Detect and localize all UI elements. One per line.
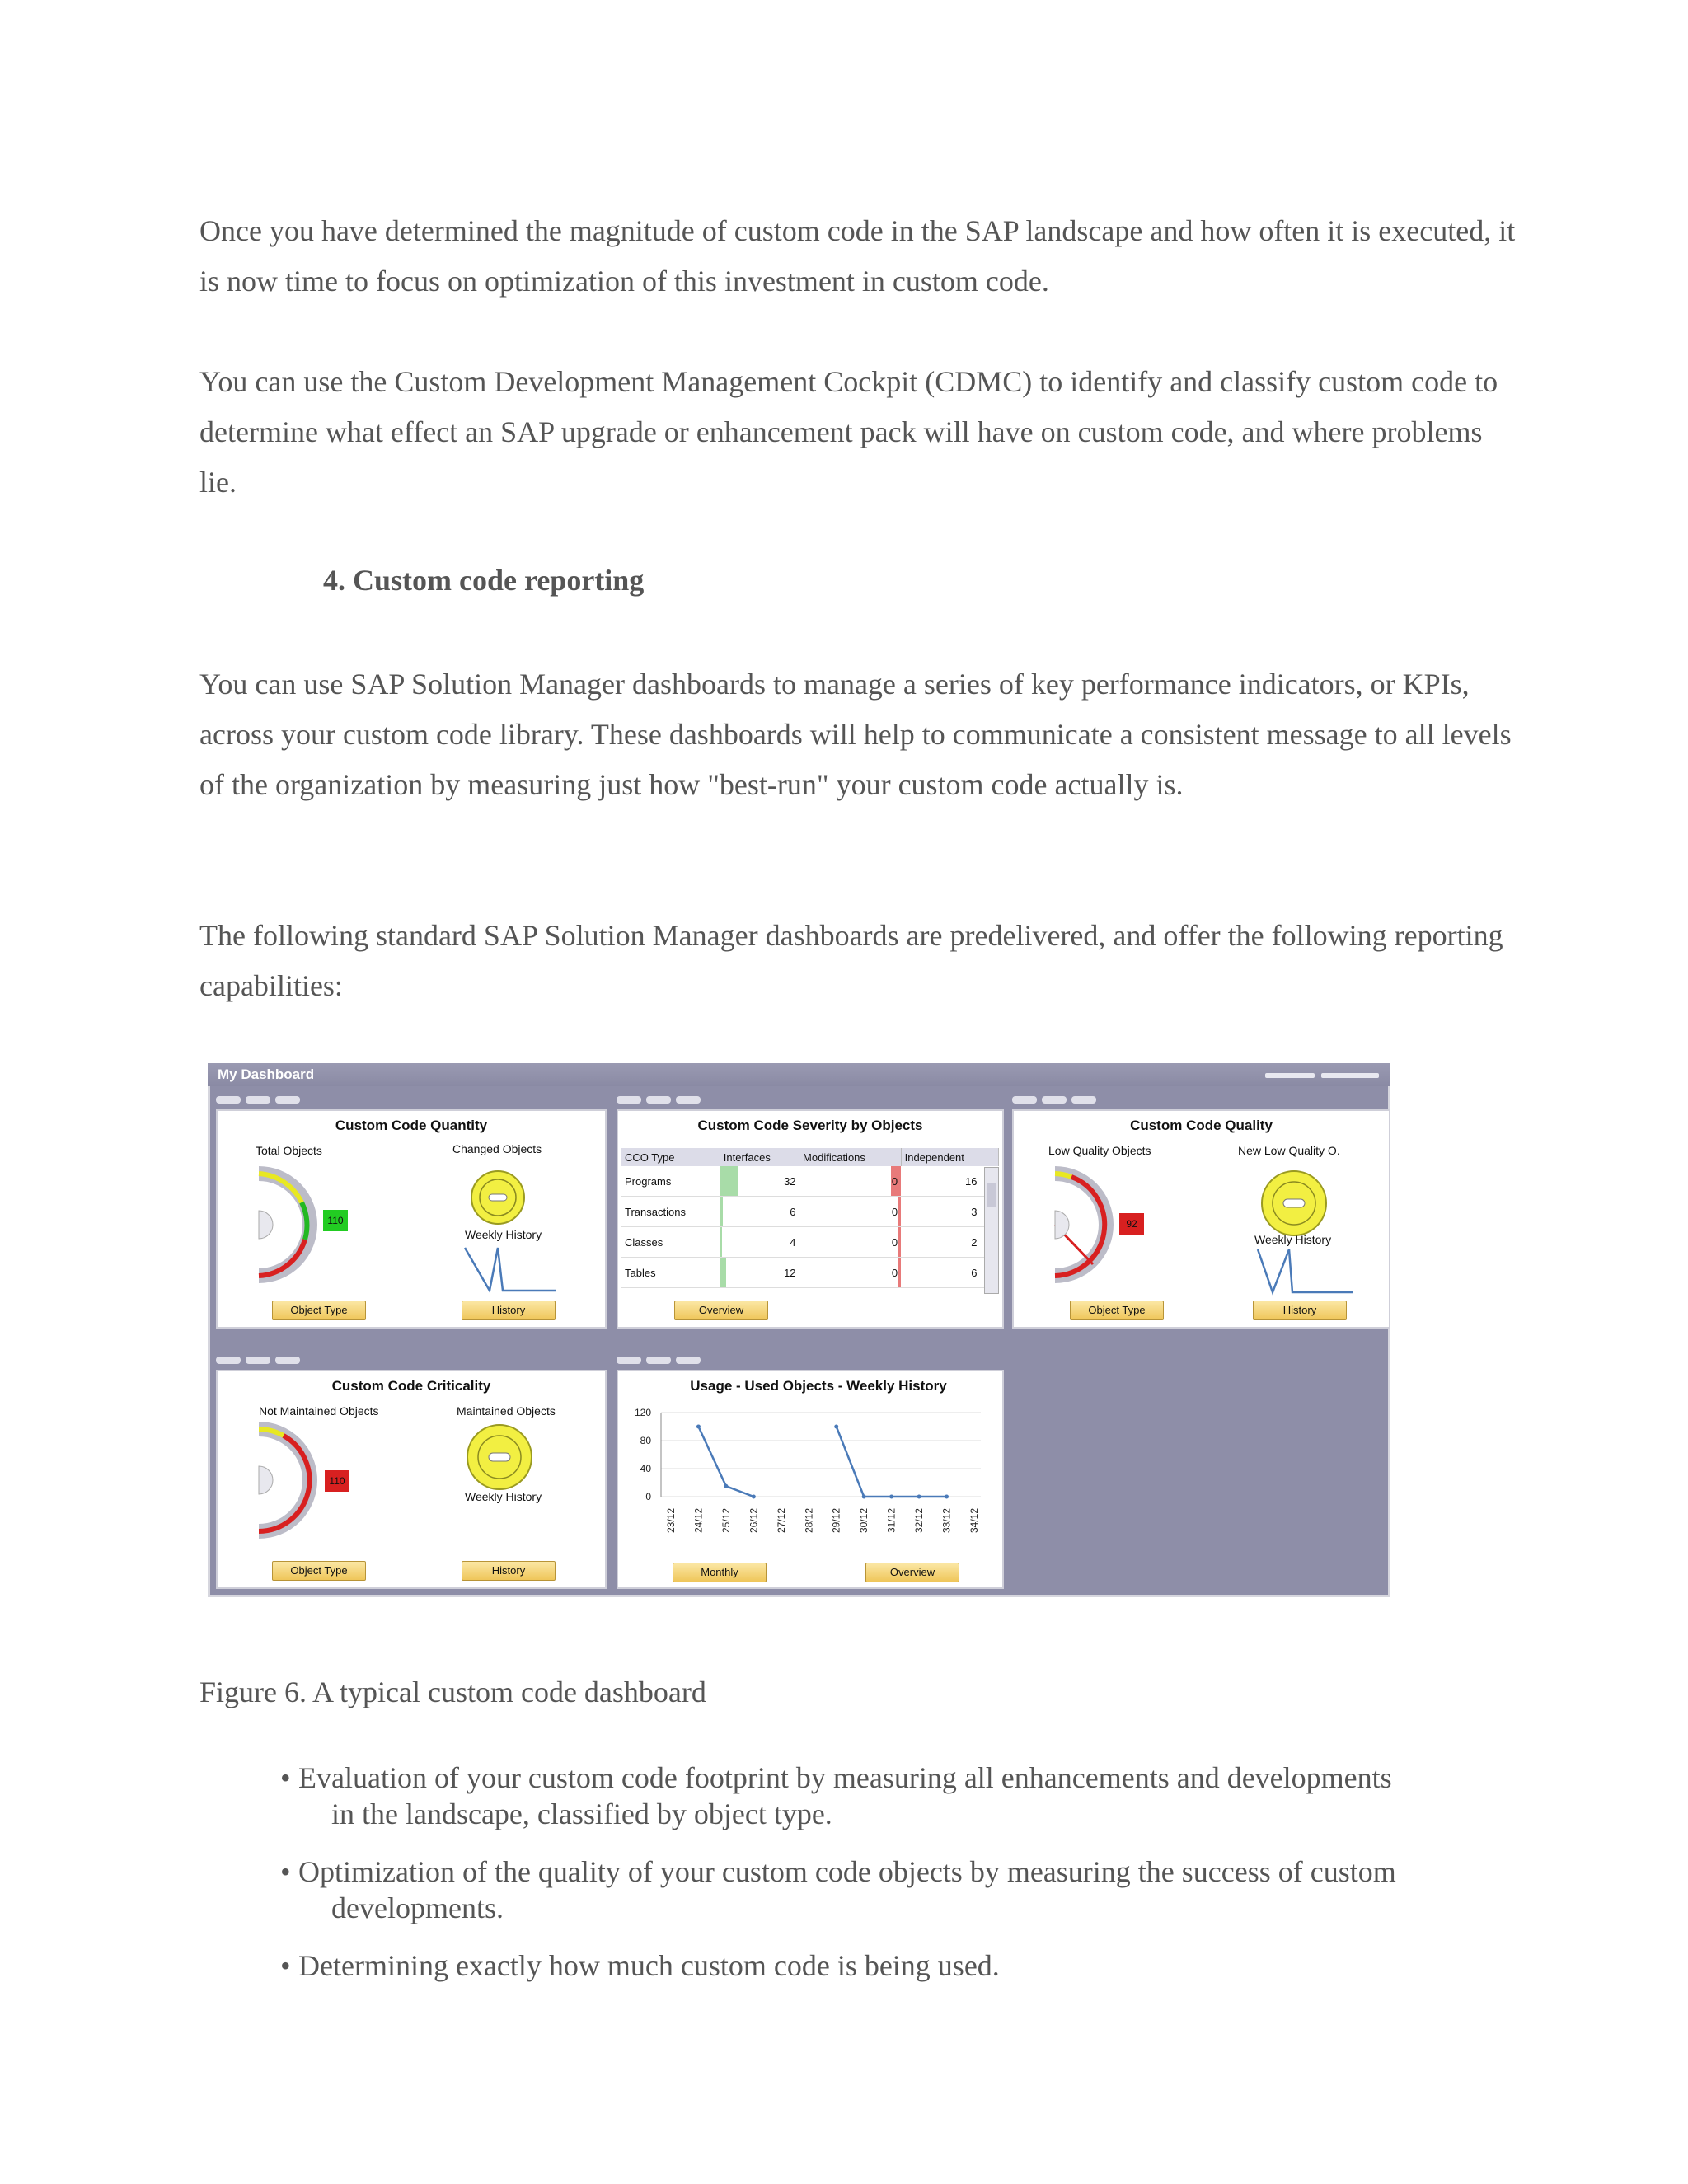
- usage-panel: [617, 1370, 1004, 1589]
- y-tick-label: 0: [645, 1491, 651, 1502]
- cell-modifications: 0: [799, 1197, 902, 1227]
- severity-title: Custom Code Severity by Objects: [697, 1118, 923, 1133]
- capabilities-list: [280, 1760, 1500, 2005]
- section-heading: 4. Custom code reporting: [323, 564, 645, 597]
- list-item: [280, 1854, 1500, 1926]
- overview-button[interactable]: Overview: [865, 1563, 959, 1582]
- dashboard-title: My Dashboard: [218, 1066, 315, 1082]
- y-tick-label: 120: [634, 1407, 651, 1418]
- object-type-button[interactable]: Object Type: [272, 1301, 366, 1320]
- quality-right-label: New Low Quality O.: [1238, 1144, 1340, 1157]
- smiley-icon: [1259, 1169, 1329, 1238]
- y-tick-label: 40: [640, 1463, 651, 1474]
- list-item-line1: Optimization of the quality of your custom code objects by measuring the success of custom: [298, 1855, 1396, 1888]
- table-row: [621, 1227, 999, 1258]
- paragraph-intro: Once you have determined the magnitude of custom code in the SAP landscape and how often it is executed, it is now time to focus on optimization of this investment in custom code.: [199, 214, 1516, 298]
- criticality-panel: [216, 1370, 607, 1589]
- panel-toolbar: [1012, 1093, 1101, 1103]
- smiley-icon: [469, 1169, 527, 1226]
- panel-toolbar: [216, 1093, 305, 1103]
- bullet-icon: •: [280, 1761, 291, 1794]
- x-tick-label: 29/12: [830, 1508, 842, 1534]
- criticality-left-label: Not Maintained Objects: [259, 1404, 379, 1418]
- cell-interfaces: 12: [720, 1258, 799, 1288]
- x-tick-label: 34/12: [968, 1508, 980, 1534]
- severity-table: [621, 1148, 999, 1288]
- panel-toolbar: [216, 1353, 305, 1363]
- x-tick-label: 24/12: [692, 1508, 705, 1534]
- dashboard-figure: [208, 1063, 1390, 1597]
- cell-independent: 16: [901, 1166, 998, 1197]
- cell-modifications: 0: [799, 1227, 902, 1258]
- quality-history-label: Weekly History: [1254, 1233, 1332, 1246]
- list-item-line1: Determining exactly how much custom code is being used.: [298, 1949, 1000, 1982]
- cell-modifications: 0: [799, 1258, 902, 1288]
- usage-title: Usage - Used Objects - Weekly History: [690, 1378, 947, 1394]
- series-line: [837, 1427, 947, 1497]
- cell-interfaces: 32: [720, 1166, 799, 1197]
- cell-independent: 2: [901, 1227, 998, 1258]
- history-sparkline: [457, 1241, 564, 1296]
- overview-button[interactable]: Overview: [674, 1301, 768, 1320]
- list-item-line2: developments.: [331, 1891, 504, 1924]
- table-scrollbar[interactable]: [984, 1167, 999, 1294]
- quantity-history-label: Weekly History: [465, 1228, 542, 1241]
- x-tick-label: 25/12: [720, 1508, 732, 1534]
- quantity-title: Custom Code Quantity: [335, 1118, 488, 1133]
- history-button[interactable]: History: [1253, 1301, 1347, 1320]
- cell-type: Transactions: [621, 1197, 720, 1227]
- cell-modifications: 0: [799, 1166, 902, 1197]
- cell-independent: 3: [901, 1197, 998, 1227]
- severity-panel: [617, 1109, 1004, 1329]
- x-tick-label: 30/12: [858, 1508, 870, 1534]
- paragraph-cdmc: You can use the Custom Development Management Cockpit (CDMC) to identify and classify custom code to determine what effect an SAP upgrade or enhancement pack will have on custom code, and where problems lie.: [199, 365, 1498, 499]
- column-header: CCO Type: [621, 1148, 720, 1166]
- x-tick-label: 27/12: [775, 1508, 787, 1534]
- usage-line-chart: [618, 1371, 1002, 1561]
- x-tick-label: 33/12: [940, 1508, 953, 1534]
- column-header: Independent: [901, 1148, 998, 1166]
- table-row: [621, 1197, 999, 1227]
- quality-value: 92: [1119, 1213, 1144, 1235]
- object-type-button[interactable]: Object Type: [1070, 1301, 1164, 1320]
- x-tick-label: 26/12: [748, 1508, 760, 1534]
- criticality-title: Custom Code Criticality: [331, 1378, 491, 1394]
- list-item: [280, 1947, 1500, 1984]
- bullet-icon: •: [280, 1949, 291, 1982]
- history-sparkline: [1251, 1246, 1358, 1297]
- cell-type: Classes: [621, 1227, 720, 1258]
- criticality-value: 110: [325, 1470, 349, 1492]
- history-button[interactable]: History: [462, 1301, 556, 1320]
- scrollbar-thumb[interactable]: [987, 1183, 996, 1207]
- x-tick-label: 31/12: [885, 1508, 898, 1534]
- quality-title: Custom Code Quality: [1130, 1118, 1273, 1133]
- smiley-icon: [465, 1422, 534, 1492]
- series-line: [698, 1427, 753, 1497]
- column-header: Interfaces: [720, 1148, 799, 1166]
- table-row: [621, 1166, 999, 1197]
- table-header-row: [621, 1148, 999, 1166]
- column-header: Modifications: [799, 1148, 902, 1166]
- bullet-icon: •: [280, 1855, 291, 1888]
- x-tick-label: 23/12: [665, 1508, 677, 1534]
- dashboard-links: [1259, 1068, 1382, 1076]
- paragraph-predelivered: The following standard SAP Solution Manager dashboards are predelivered, and offer the following reporting capabilities:: [199, 919, 1503, 1002]
- panel-toolbar: [617, 1093, 706, 1103]
- paragraph-dashboards: You can use SAP Solution Manager dashboards to manage a series of key performance indicators, or KPIs, across your custom code library. These dashboards will help to communicate a consistent message to all levels of the organization by measuring just how "best-run" your custom code actually is.: [199, 668, 1512, 801]
- cell-type: Programs: [621, 1166, 720, 1197]
- list-item-line2: in the landscape, classified by object type.: [331, 1797, 832, 1830]
- x-tick-label: 32/12: [913, 1508, 926, 1534]
- object-type-button[interactable]: Object Type: [272, 1561, 366, 1581]
- cell-type: Tables: [621, 1258, 720, 1288]
- table-row: [621, 1258, 999, 1288]
- quantity-left-label: Total Objects: [256, 1144, 322, 1157]
- cell-interfaces: 6: [720, 1197, 799, 1227]
- cell-independent: 6: [901, 1258, 998, 1288]
- quantity-panel: [216, 1109, 607, 1329]
- criticality-history-label: Weekly History: [465, 1490, 542, 1503]
- quality-panel: [1012, 1109, 1390, 1329]
- quality-left-label: Low Quality Objects: [1048, 1144, 1151, 1157]
- dashboard-topbar: [208, 1063, 1390, 1086]
- panel-toolbar: [617, 1353, 706, 1363]
- x-tick-label: 28/12: [803, 1508, 815, 1534]
- quantity-right-label: Changed Objects: [452, 1142, 542, 1155]
- list-item: [280, 1760, 1500, 1832]
- figure-caption: Figure 6. A typical custom code dashboard: [199, 1675, 706, 1708]
- y-tick-label: 80: [640, 1435, 651, 1446]
- list-item-line1: Evaluation of your custom code footprint by measuring all enhancements and developments: [298, 1761, 1392, 1794]
- history-button[interactable]: History: [462, 1561, 556, 1581]
- monthly-button[interactable]: Monthly: [673, 1563, 767, 1582]
- cell-interfaces: 4: [720, 1227, 799, 1258]
- criticality-right-label: Maintained Objects: [457, 1404, 556, 1418]
- quantity-value: 110: [323, 1210, 348, 1231]
